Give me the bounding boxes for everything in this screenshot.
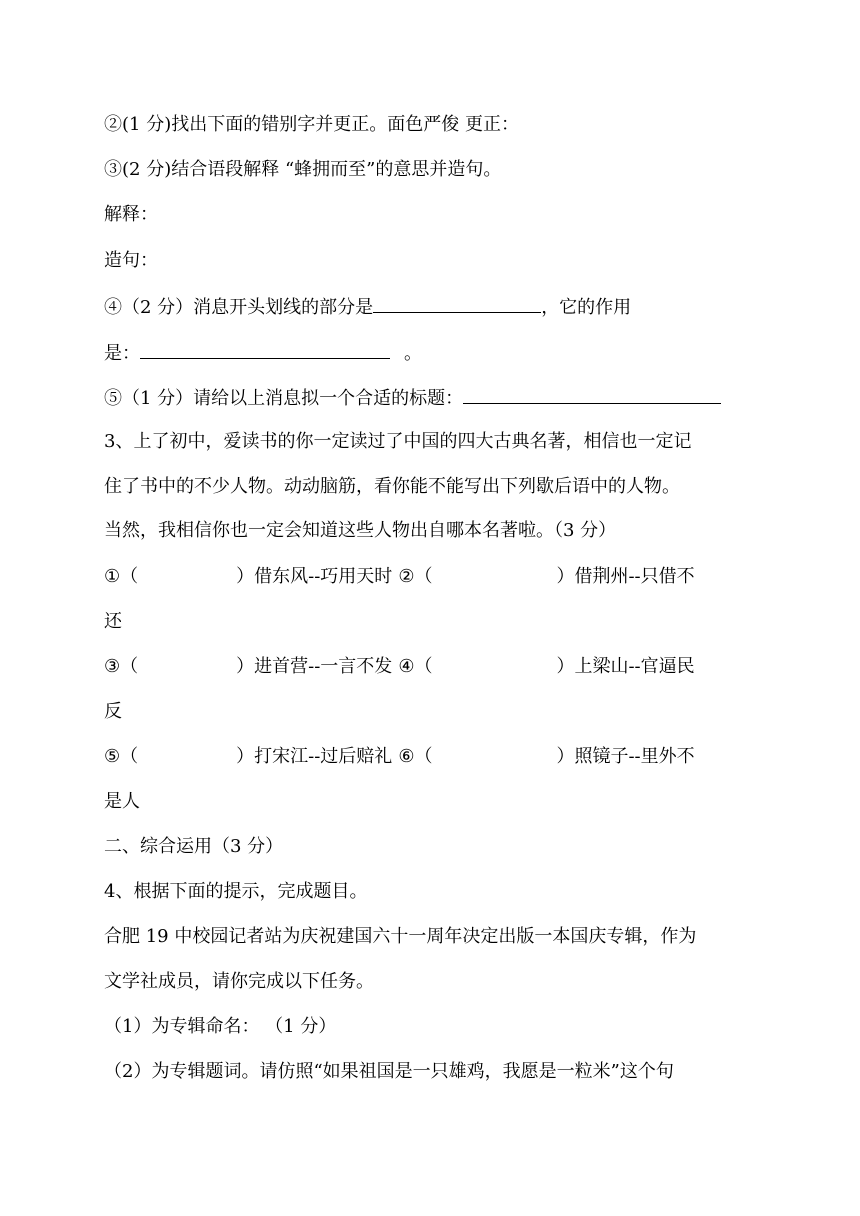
answer-blank[interactable] [140,340,390,359]
question-2-4-text-3: 是： [104,343,140,364]
question-3-line1: 3、上了初中，爱读书的你一定读过了中国的四大古典名著，相信也一定记 [104,431,692,452]
question-4-context-line1: 合肥 19 中校园记者站为庆祝建国六十一周年决定出版一本国庆专辑，作为 [104,926,697,947]
question-3-line3: 当然，我相信你也一定会知道这些人物出自哪本名著啦。（3 分） [104,520,617,541]
answer-blank[interactable] [463,385,721,404]
xiehouyu-row-1 [104,565,695,589]
item-1-close: ）借东风--巧用天时 [236,566,393,587]
xiehouyu-row-1-cont: 还 [104,611,122,632]
answer-blank[interactable] [373,294,541,313]
xiehouyu-row-3 [104,745,695,769]
question-2-2: ②(1 分)找出下面的错别字并更正。面色严俊 更正： [104,114,519,135]
question-2-4-text-2: ，它的作用 [541,297,632,318]
item-6-open: ⑥（ [398,746,433,767]
xiehouyu-row-2-cont: 反 [104,701,122,722]
question-4-2: （2）为专辑题词。请仿照“如果祖国是一只雄鸡，我愿是一粒米”这个句 [104,1061,674,1082]
question-4-1: （1）为专辑命名： （1 分） [104,1016,337,1037]
item-3-close: ）进首营--一言不发 [236,656,393,677]
item-4-close: ）上梁山--官逼民 [556,656,695,677]
item-5-open: ⑤（ [104,746,139,767]
xiehouyu-row-2 [104,655,695,679]
question-2-5 [104,385,721,411]
item-2-open: ②（ [398,566,433,587]
item-6-close: ）照镜子--里外不 [556,746,695,767]
question-4-context-line2: 文学社成员，请你完成以下任务。 [104,971,374,992]
question-4: 4、根据下面的提示，完成题目。 [104,881,368,902]
item-3-open: ③（ [104,656,139,677]
item-2-close: ）借荆州--只借不 [556,566,695,587]
item-1-open: ①（ [104,566,139,587]
question-2-5-text: ⑤（1 分）请给以上消息拟一个合适的标题： [104,388,464,409]
item-5-close: ）打宋江--过后赔礼 [236,746,393,767]
question-3-line2: 住了书中的不少人物。动动脑筋，看你能不能写出下列歇后语中的人物。 [104,476,680,497]
question-2-4-line2 [104,340,422,366]
sentence-label: 造句： [104,250,158,271]
section-2-heading: 二、综合运用（3 分） [104,836,284,857]
item-4-open: ④（ [398,656,433,677]
question-2-4-period: 。 [404,343,422,364]
question-2-3: ③(2 分)结合语段解释 “蜂拥而至”的意思并造句。 [104,159,502,180]
question-2-4-line1 [104,294,631,320]
question-2-4-text: ④（2 分）消息开头划线的部分是 [104,297,374,318]
xiehouyu-row-3-cont: 是人 [104,791,140,812]
explain-label: 解释： [104,204,158,225]
